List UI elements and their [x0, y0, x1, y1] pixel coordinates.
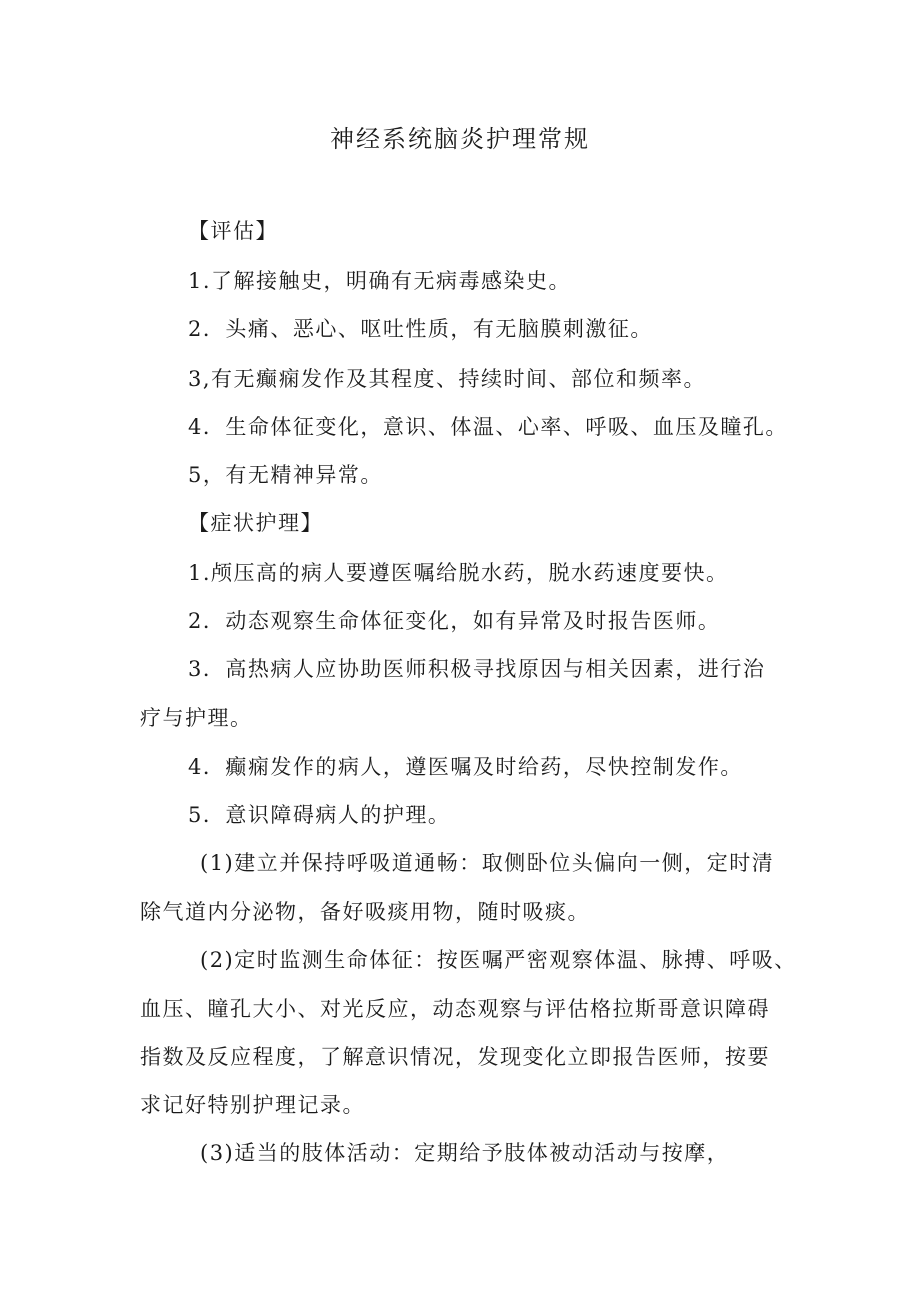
assessment-item-1: 1.了解接触史，明确有无病毒感染史。: [188, 269, 572, 293]
symptom-care-item-1: 1.颅压高的病人要遵医嘱给脱水药，脱水药速度要快。: [188, 561, 729, 585]
section-heading-symptom-care: 【症状护理】: [188, 511, 323, 535]
document-title: 神经系统脑炎护理常规: [330, 125, 590, 153]
symptom-care-item-5: 5．意识障碍病人的护理。: [188, 803, 451, 827]
subitem-3-line-1: (3)适当的肢体活动：定期给予肢体被动活动与按摩，: [200, 1141, 730, 1165]
subitem-1-line-2: 除气道内分泌物，备好吸痰用物，随时吸痰。: [140, 900, 590, 924]
subitem-2-line-4: 求记好特别护理记录。: [140, 1093, 365, 1117]
symptom-care-item-3-line-1: 3．高热病人应协助医师积极寻找原因与相关因素，进行治: [188, 657, 766, 681]
symptom-care-item-3-line-2: 疗与护理。: [140, 706, 253, 730]
section-heading-assessment: 【评估】: [188, 219, 278, 243]
symptom-care-item-4: 4．癫痫发作的病人，遵医嘱及时给药，尽快控制发作。: [188, 755, 743, 779]
assessment-item-2: 2．头痛、恶心、呕吐性质，有无脑膜刺激征。: [188, 317, 653, 341]
assessment-item-4: 4．生命体征变化，意识、体温、心率、呼吸、血压及瞳孔。: [188, 415, 788, 439]
subitem-1-line-1: (1)建立并保持呼吸道通畅：取侧卧位头偏向一侧，定时清: [200, 851, 775, 875]
subitem-2-line-1: (2)定时监测生命体征：按医嘱严密观察体温、脉搏、呼吸、: [200, 948, 797, 972]
assessment-item-3: 3,有无癫痫发作及其程度、持续时间、部位和频率。: [188, 367, 707, 391]
symptom-care-item-2: 2．动态观察生命体征变化，如有异常及时报告医师。: [188, 609, 721, 633]
subitem-2-line-3: 指数及反应程度，了解意识情况，发现变化立即报告医师，按要: [140, 1045, 770, 1069]
subitem-2-line-2: 血压、瞳孔大小、对光反应，动态观察与评估格拉斯哥意识障碍: [140, 997, 770, 1021]
assessment-item-5: 5，有无精神异常。: [188, 463, 383, 487]
